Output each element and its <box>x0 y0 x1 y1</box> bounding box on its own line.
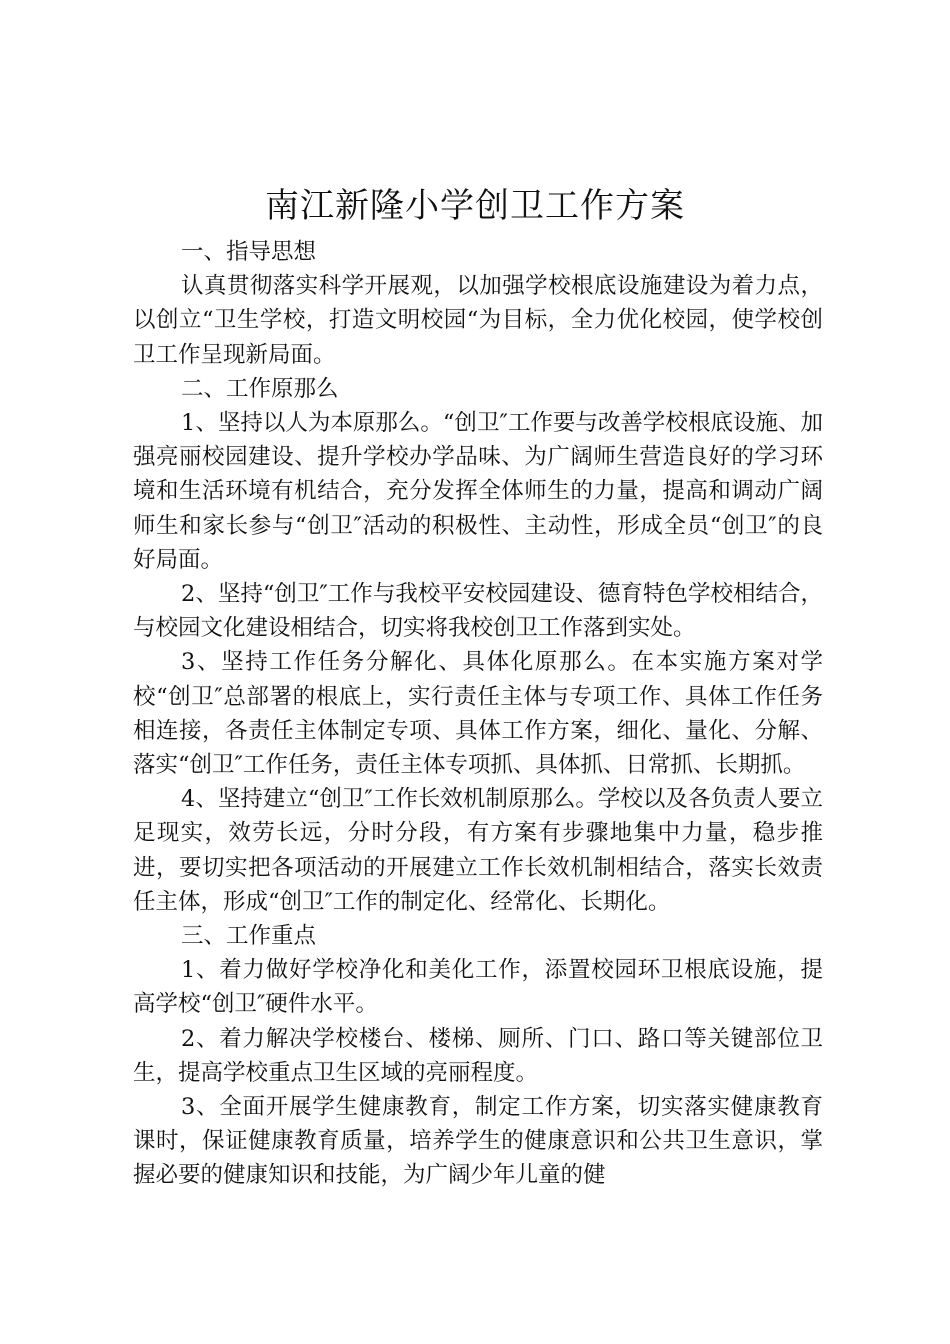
section-heading: 二、工作原那么 <box>181 375 339 402</box>
paragraph: 3、坚持工作任务分解化、具体化原那么。在本实施方案对学校“创卫″总部署的根底上，实行责任主体与专项工作、具体工作任务相连接，各责任主体制定专项、具体工作方案，细化、量化、分解、落实“创卫″工作任务，责任主体专项抓、具体抓、日常抓、长期抓。 <box>133 649 823 779</box>
section-heading: 一、指导思想 <box>181 239 317 265</box>
paragraph: 1、着力做好学校净化和美化工作，添置校园环卫根底设施，提高学校“创卫″硬件水平。 <box>133 957 823 1018</box>
paragraph: 3、全面开展学生健康教育，制定工作方案，切实落实健康教育课时，保证健康教育质量，培养学生的健康意识和公共卫生意识，掌握必要的健康知识和技能，为广阔少年儿童的健 <box>133 1094 823 1189</box>
document-body <box>133 235 823 1193</box>
paragraph: 1、坚持以人为本原那么。“创卫″工作要与改善学校根底设施、加强亮丽校园建设、提升学校办学品味、为广阔师生营造良好的学习环境和生活环境有机结合，充分发挥全体师生的力量，提高和调动广阔师生和家长参与“创卫″活动的积极性、主动性，形成全员“创卫″的良好局面。 <box>133 410 823 573</box>
document-title: 南江新隆小学创卫工作方案 <box>265 186 685 226</box>
paragraph: 2、坚持“创卫″工作与我校平安校园建设、德育特色学校相结合，与校园文化建设相结合，切实将我校创卫工作落到实处。 <box>133 581 823 642</box>
paragraph: 认真贯彻落实科学开展观，以加强学校根底设施建设为着力点，以创立“卫生学校，打造文明校园“为目标，全力优化校园，使学校创卫工作呈现新局面。 <box>133 273 823 368</box>
section-heading: 三、工作重点 <box>181 923 317 950</box>
paragraph: 2、着力解决学校楼台、楼梯、厕所、门口、路口等关键部位卫生，提高学校重点卫生区域的亮丽程度。 <box>133 1025 823 1086</box>
paragraph: 4、坚持建立“创卫″工作长效机制原那么。学校以及各负责人要立足现实，效劳长远，分时分段，有方案有步骤地集中力量，稳步推进，要切实把各项活动的开展建立工作长效机制相结合，落实长效责任主体，形成“创卫″工作的制定化、经常化、长期化。 <box>133 786 823 915</box>
